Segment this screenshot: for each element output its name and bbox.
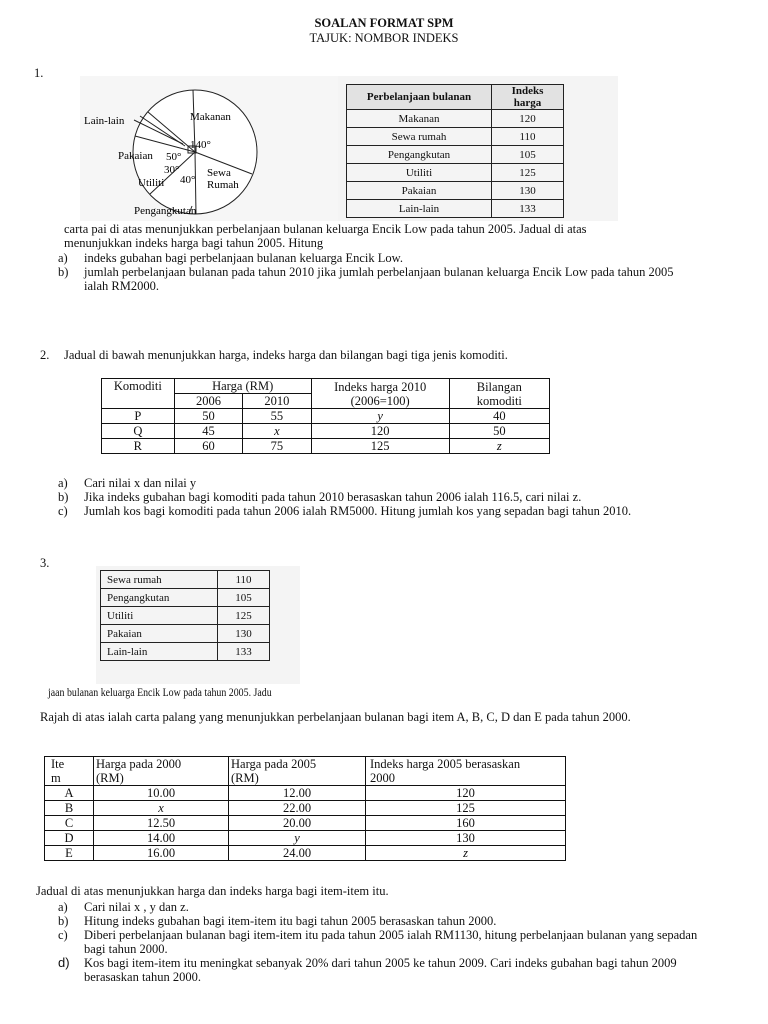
table-row [347, 128, 564, 146]
pie-label-sewa-2: Rumah [207, 179, 239, 191]
pie-label-pakaian: Pakaian [118, 150, 153, 162]
table-header-row [45, 757, 566, 786]
table-row [347, 146, 564, 164]
pie-angle-140: 140° [190, 139, 211, 151]
table-cell: 110 [218, 571, 270, 589]
table-header-cell [366, 757, 566, 786]
table-cell: B [45, 801, 94, 816]
pie-label-sewa-1: Sewa [207, 167, 231, 179]
table-cell: 130 [492, 182, 564, 200]
q3-text-a: Cari nilai x , y dan z. [84, 900, 189, 914]
header-line: komoditi [476, 393, 522, 408]
q1-marker-a: a) [58, 251, 68, 265]
q2-number: 2. [40, 348, 50, 362]
table-cell: 120 [311, 424, 449, 439]
q3-marker-a: a) [58, 900, 68, 914]
table-row [102, 439, 550, 454]
table-cell: 20.00 [229, 816, 366, 831]
table-cell: Lain-lain [101, 643, 218, 661]
table-cell: Pengangkutan [101, 589, 218, 607]
table-header-cell: 2006 [174, 394, 242, 409]
page-subtitle: TAJUK: NOMBOR INDEKS [309, 31, 459, 45]
table-header-cell: 2010 [243, 394, 311, 409]
header-line: Bilangan [476, 379, 522, 394]
table-cell: 110 [492, 128, 564, 146]
pie-angle-40: 40° [180, 174, 196, 186]
table-row [101, 589, 270, 607]
header-line: (RM) [96, 771, 124, 785]
table-cell: 125 [492, 164, 564, 182]
table-cell: Utiliti [347, 164, 492, 182]
q2-intro: Jadual di bawah menunjukkan harga, indeks harga dan bilangan bagi tiga jenis komoditi. [64, 348, 508, 362]
table-cell: 133 [218, 643, 270, 661]
header-line: (RM) [231, 771, 259, 785]
page-title: SOALAN FORMAT SPM [314, 16, 454, 30]
q3-marker-b: b) [58, 914, 69, 928]
table-cell: 105 [492, 146, 564, 164]
table-cell: 50 [449, 424, 549, 439]
table-cell: E [45, 846, 94, 861]
q3-subquestion-b [58, 914, 708, 928]
table-header-cell [311, 379, 449, 409]
table-cell: 75 [243, 439, 311, 454]
q3-marker-d: d) [58, 955, 70, 970]
table-row [102, 409, 550, 424]
table-cell: 133 [492, 200, 564, 218]
table-cell: 24.00 [229, 846, 366, 861]
table-row [347, 182, 564, 200]
q2-subquestions [58, 476, 748, 518]
table-cell: 105 [218, 589, 270, 607]
q3-scan-table [100, 570, 270, 661]
table-cell: P [102, 409, 175, 424]
pie-label-lain: Lain-lain [84, 115, 125, 127]
table-row [45, 831, 566, 846]
table-cell: C [45, 816, 94, 831]
q2-text-a: Cari nilai x dan nilai y [84, 476, 197, 490]
table-cell: 125 [218, 607, 270, 625]
header-line: Harga pada 2005 [231, 757, 317, 771]
q3-marker-c: c) [58, 928, 68, 942]
table-cell: 12.00 [229, 786, 366, 801]
table-row [347, 200, 564, 218]
table-cell: Pakaian [347, 182, 492, 200]
table-row [102, 424, 550, 439]
q3-text-b: Hitung indeks gubahan bagi item-item itu bagi tahun 2005 berasaskan tahun 2000. [84, 914, 497, 928]
pie-angle-50: 50° [166, 151, 182, 163]
q1-marker-b: b) [58, 265, 69, 279]
header-line: Ite [51, 757, 65, 771]
q3-text-c: Diberi perbelanjaan bulanan bagi item-item itu pada tahun 2005 ialah RM1130, hitung perbelanjaan bulanan yang sepadan bagi tahun 2000. [84, 928, 698, 956]
table-cell: 60 [174, 439, 242, 454]
q2-subquestion-c [58, 504, 748, 518]
table-row [45, 816, 566, 831]
q1-price-index-scan [338, 76, 618, 221]
q3-intro: Jadual di atas menunjukkan harga dan indeks harga bagi item-item itu. [36, 884, 389, 898]
table-row [45, 846, 566, 861]
q2-marker-b: b) [58, 490, 69, 504]
table-cell: 55 [243, 409, 311, 424]
header-line: Harga pada 2000 [96, 757, 182, 771]
table-row [45, 801, 566, 816]
pie-label-utiliti: Utiliti [138, 177, 165, 189]
table-row [101, 625, 270, 643]
q2-marker-c: c) [58, 504, 68, 518]
table-cell: Makanan [347, 110, 492, 128]
table-row [347, 110, 564, 128]
table-cell: z [449, 439, 549, 454]
table-header-cell: Komoditi [102, 379, 175, 409]
q2-marker-a: a) [58, 476, 68, 490]
table-cell: Pakaian [101, 625, 218, 643]
q1-text-a: indeks gubahan bagi perbelanjaan bulanan keluarga Encik Low. [84, 251, 403, 265]
table-cell: 12.50 [94, 816, 229, 831]
table-row [347, 164, 564, 182]
table-cell: 50 [174, 409, 242, 424]
q1-subquestion-b [58, 265, 698, 293]
table-cell: y [229, 831, 366, 846]
q1-text-1: carta pai di atas menunjukkan perbelanjaan bulanan keluarga Encik Low pada tahun 2005. Jadual di atas [64, 222, 587, 236]
table-cell: D [45, 831, 94, 846]
q1-subquestions [58, 251, 698, 293]
table-row [101, 607, 270, 625]
table-header-cell: Indeks harga [492, 85, 564, 110]
header-line: m [51, 771, 61, 785]
table-cell: A [45, 786, 94, 801]
q1-number: 1. [34, 66, 44, 80]
table-cell: 125 [366, 801, 566, 816]
table-cell: x [243, 424, 311, 439]
q3-scan-image [96, 566, 300, 684]
table-header-cell: Harga (RM) [174, 379, 311, 394]
table-header-cell [449, 379, 549, 409]
pie-angle-30: 30° [164, 164, 180, 176]
table-header-row [347, 85, 564, 110]
table-cell: 130 [366, 831, 566, 846]
q2-subquestion-b [58, 490, 748, 504]
table-header-cell [45, 757, 94, 786]
q1-subquestion-a [58, 251, 698, 265]
table-cell: z [366, 846, 566, 861]
q3-number: 3. [40, 556, 50, 570]
q3-subquestion-c [58, 928, 708, 956]
table-cell: Lain-lain [347, 200, 492, 218]
pie-label-pengangkutan: Pengangkutan [134, 205, 197, 217]
table-cell: Sewa rumah [101, 571, 218, 589]
table-cell: Pengangkutan [347, 146, 492, 164]
table-cell: y [311, 409, 449, 424]
table-header-cell [229, 757, 366, 786]
table-cell: 40 [449, 409, 549, 424]
q3-rajah-text: Rajah di atas ialah carta palang yang menunjukkan perbelanjaan bulanan bagi item A, B, C, D dan E pada tahun 2000. [40, 710, 631, 724]
table-cell: x [94, 801, 229, 816]
q3-subquestions [58, 900, 708, 984]
table-cell: 14.00 [94, 831, 229, 846]
table-cell: 125 [311, 439, 449, 454]
q2-commodity-table [101, 378, 550, 454]
table-cell: Sewa rumah [347, 128, 492, 146]
table-row [45, 786, 566, 801]
table-cell: 22.00 [229, 801, 366, 816]
q1-text-2: menunjukkan indeks harga bagi tahun 2005. Hitung [64, 236, 324, 250]
table-cell: R [102, 439, 175, 454]
table-cell: Utiliti [101, 607, 218, 625]
table-header-cell: Perbelanjaan bulanan [347, 85, 492, 110]
q3-text-d: Kos bagi item-item itu meningkat sebanyak 20% dari tahun 2005 ke tahun 2009. Cari indeks gubahan bagi tahun 2009 berasaskan tahun 2000. [84, 956, 677, 984]
header-line: Indeks harga 2010 [334, 379, 427, 394]
header-line: (2006=100) [350, 393, 410, 408]
table-cell: 120 [366, 786, 566, 801]
table-cell: 160 [366, 816, 566, 831]
q2-subquestion-a [58, 476, 748, 490]
q3-scan-caption: jaan bulanan keluarga Encik Low pada tahun 2005. Jadu [48, 687, 272, 699]
header-line: 2000 [370, 771, 395, 785]
table-header-row [102, 379, 550, 394]
table-row [101, 643, 270, 661]
table-cell: Q [102, 424, 175, 439]
header-line: Indeks harga 2005 berasaskan [370, 757, 521, 771]
q2-text-b: Jika indeks gubahan bagi komoditi pada tahun 2010 berasaskan tahun 2006 ialah 116.5, cari nilai z. [84, 490, 582, 504]
q1-text-b: jumlah perbelanjaan bulanan pada tahun 2010 jika jumlah perbelanjaan bulanan keluarga Encik Low pada tahun 2005 ialah RM2000. [84, 265, 674, 293]
table-cell: 120 [492, 110, 564, 128]
q2-text-c: Jumlah kos bagi komoditi pada tahun 2006 ialah RM5000. Hitung jumlah kos yang sepadan bagi tahun 2010. [84, 504, 632, 518]
pie-label-makanan: Makanan [190, 111, 231, 123]
q3-item-table [44, 756, 566, 861]
table-cell: 16.00 [94, 846, 229, 861]
q3-subquestion-a [58, 900, 708, 914]
q1-price-index-table [346, 84, 564, 218]
table-cell: 10.00 [94, 786, 229, 801]
q3-subquestion-d [58, 956, 708, 984]
table-header-cell [94, 757, 229, 786]
table-row [101, 571, 270, 589]
table-cell: 130 [218, 625, 270, 643]
table-cell: 45 [174, 424, 242, 439]
